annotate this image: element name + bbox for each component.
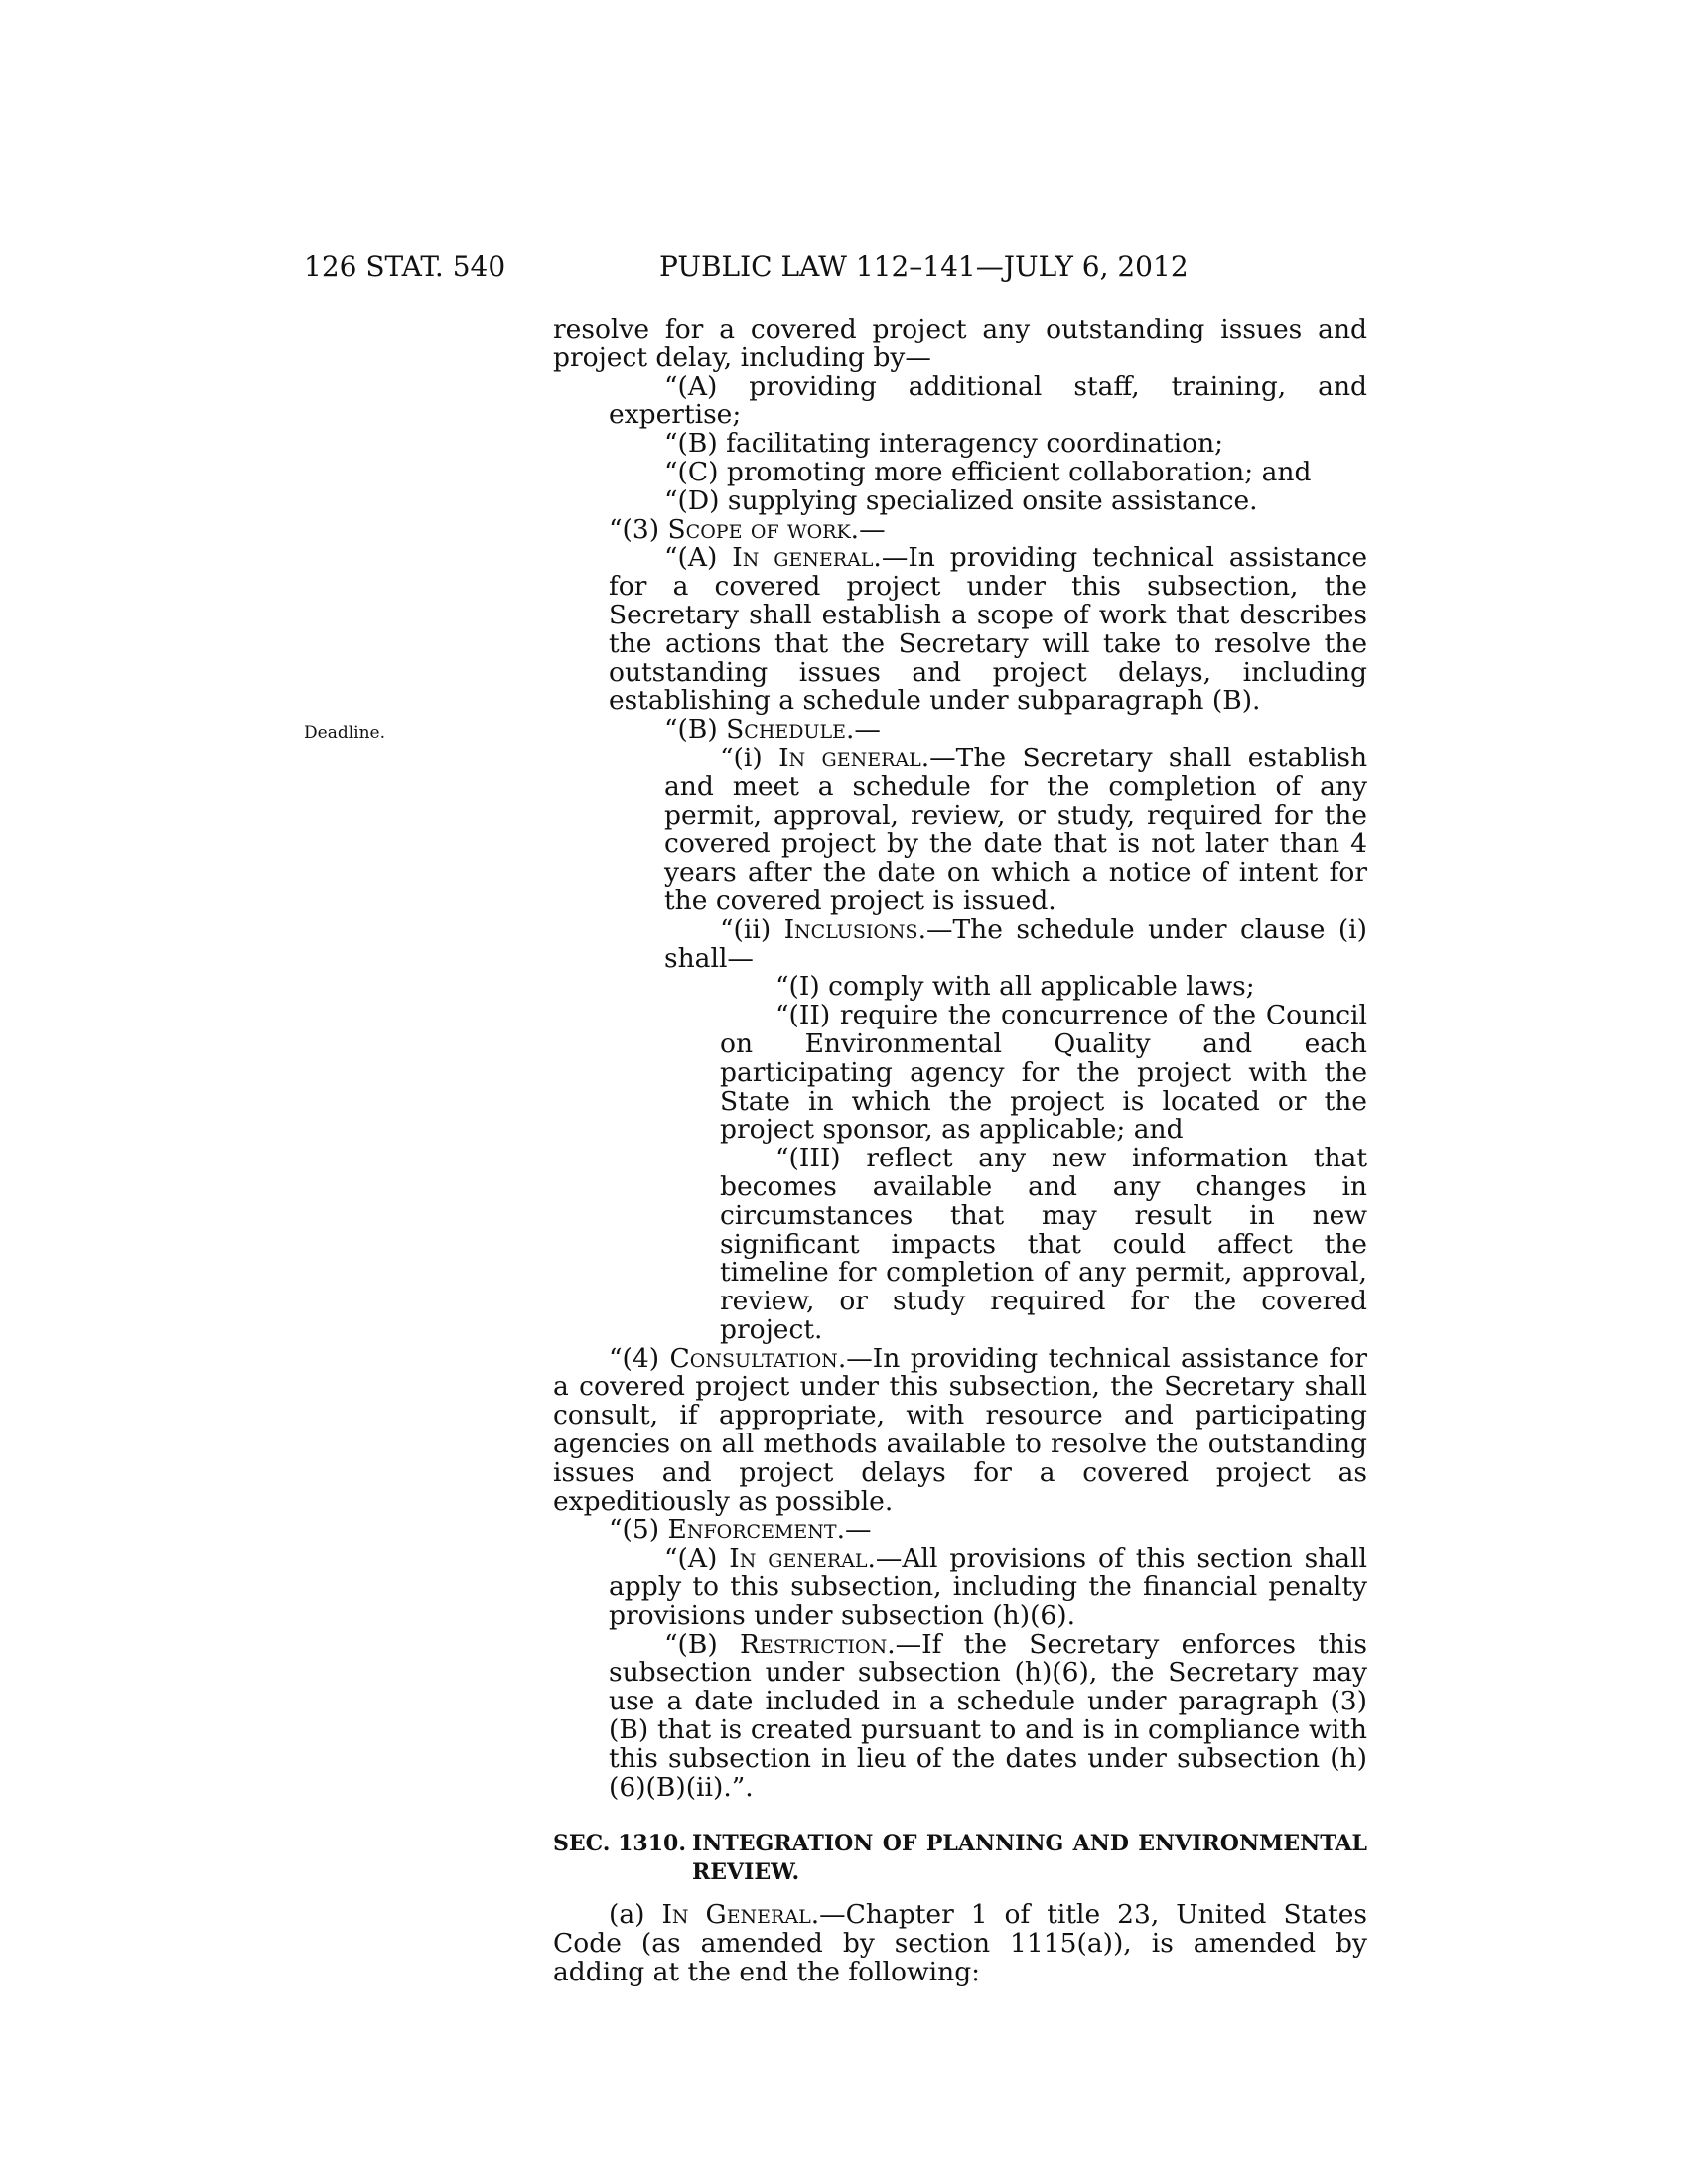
run-in-heading: Restriction (739, 1628, 888, 1660)
enumerator: “(A) (664, 542, 733, 574)
stat-page-number: 126 STAT. 540 (304, 250, 506, 283)
run-in-heading: Schedule (726, 714, 846, 746)
enumerator: “(4) (609, 1342, 670, 1374)
enumerator: “(i) (720, 742, 779, 773)
enumerator: “(A) (664, 1543, 730, 1574)
subclause-iii: “(III) reflect any new information that becomes available and any changes in circumstances that may result in new significant impacts that could affect the timeline for completion of any permit, approval, review, or study required for the covered project. (720, 1143, 1367, 1345)
subparagraph-a: “(A) providing additional staff, training, and expertise; (609, 370, 1367, 431)
paragraph-body: .—If the Secretary enforces this subsection under subsection (h)(6), the Secretary may use a date included in a schedule under paragraph (3)(B) that is created pursuant to and is in compliance with this subsection in lieu of the dates under subsection (h)(6)(B)(ii).”. (609, 1628, 1367, 1803)
paragraph-continuation: resolve for a covered project any outstanding issues and project delay, including by— (553, 314, 1367, 373)
heading-dash: .— (846, 714, 881, 746)
page-header (0, 250, 1688, 290)
run-in-heading: Scope of work (667, 513, 851, 545)
margin-note-deadline: Deadline. (304, 723, 385, 743)
paragraph-4 (553, 1342, 1367, 1517)
subparagraph-b: “(B) facilitating interagency coordination; (664, 428, 1224, 460)
heading-dash: .— (836, 1514, 872, 1546)
subclause-i: “(I) comply with all applicable laws; (775, 971, 1255, 1003)
run-in-heading: In general (732, 542, 874, 574)
clause-i (553, 742, 1368, 916)
subparagraph-d: “(D) supplying specialized onsite assistance. (664, 484, 1258, 516)
paragraph-3a (553, 544, 1367, 716)
statute-text (553, 316, 1367, 1986)
paragraph-3-heading (553, 513, 1367, 545)
subparagraph-c: “(C) promoting more efficient collaboration; and (664, 456, 1312, 487)
paragraph-body: .—In providing technical assistance for a covered project under this subsection, the Secretary shall establish a scope of work that describes the actions that the Secretary will take to resolve the outstanding issues and project delays, including establishing a schedule under subparagraph (B). (609, 542, 1367, 717)
paragraph-body: .—The schedule under clause (i) shall— (664, 913, 1367, 974)
paragraph-body: .—In providing technical assistance for a covered project under this subsection, the Secretary shall consult, if appropriate, with resource and participating agencies on all methods available to resolve the outstanding issues and project delays for a covered project as expeditiously as possible. (553, 1342, 1367, 1517)
paragraph-body: .—All provisions of this section shall apply to this subsection, including the financial penalty provisions under subsection (h)(6). (609, 1543, 1367, 1631)
public-law-title: PUBLIC LAW 112–141—JULY 6, 2012 (659, 250, 1189, 283)
run-in-heading: In general (778, 742, 921, 773)
paragraph-5b (553, 1628, 1367, 1803)
enumerator: “(ii) (720, 913, 784, 945)
run-in-heading: In General (661, 1899, 811, 1931)
run-in-heading: In general (729, 1543, 868, 1574)
subclause-ii: “(II) require the concurrence of the Council on Environmental Quality and each participating agency for the project with the State in which the project is located or the project sponsor, as applicable; and (720, 1000, 1367, 1146)
paragraph-body: .—The Secretary shall establish and meet a schedule for the completion of any permit, approval, review, or study, required for the covered project by the date that is not later than 4 years after the date on which a notice of intent for the covered project is issued. (664, 742, 1368, 916)
paragraph-5a (553, 1545, 1367, 1630)
run-in-heading: Inclusions (783, 913, 918, 945)
subsection-a (553, 1901, 1367, 1986)
paragraph-body: .—Chapter 1 of title 23, United States Code (as amended by section 1115(a)), is amended by adding at the end the following: (553, 1899, 1367, 1987)
enumerator: “(B) (664, 1628, 740, 1660)
enumerator: (a) (609, 1899, 662, 1931)
clause-ii (553, 913, 1367, 974)
enumerator: “(5) (609, 1514, 668, 1546)
paragraph-5-heading (553, 1516, 1367, 1545)
section-number: SEC. 1310. (553, 1831, 686, 1857)
section-title: INTEGRATION OF PLANNING AND ENVIRONMENTAL REVIEW. (692, 1831, 1367, 1886)
enumerator: “(B) (664, 714, 727, 746)
enumerator: “(3) (609, 513, 668, 545)
run-in-heading: Enforcement (667, 1514, 837, 1546)
run-in-heading: Consultation (669, 1342, 838, 1374)
section-heading (553, 1830, 1367, 1887)
heading-dash: .— (850, 513, 886, 545)
paragraph-3b-heading (553, 716, 1367, 745)
